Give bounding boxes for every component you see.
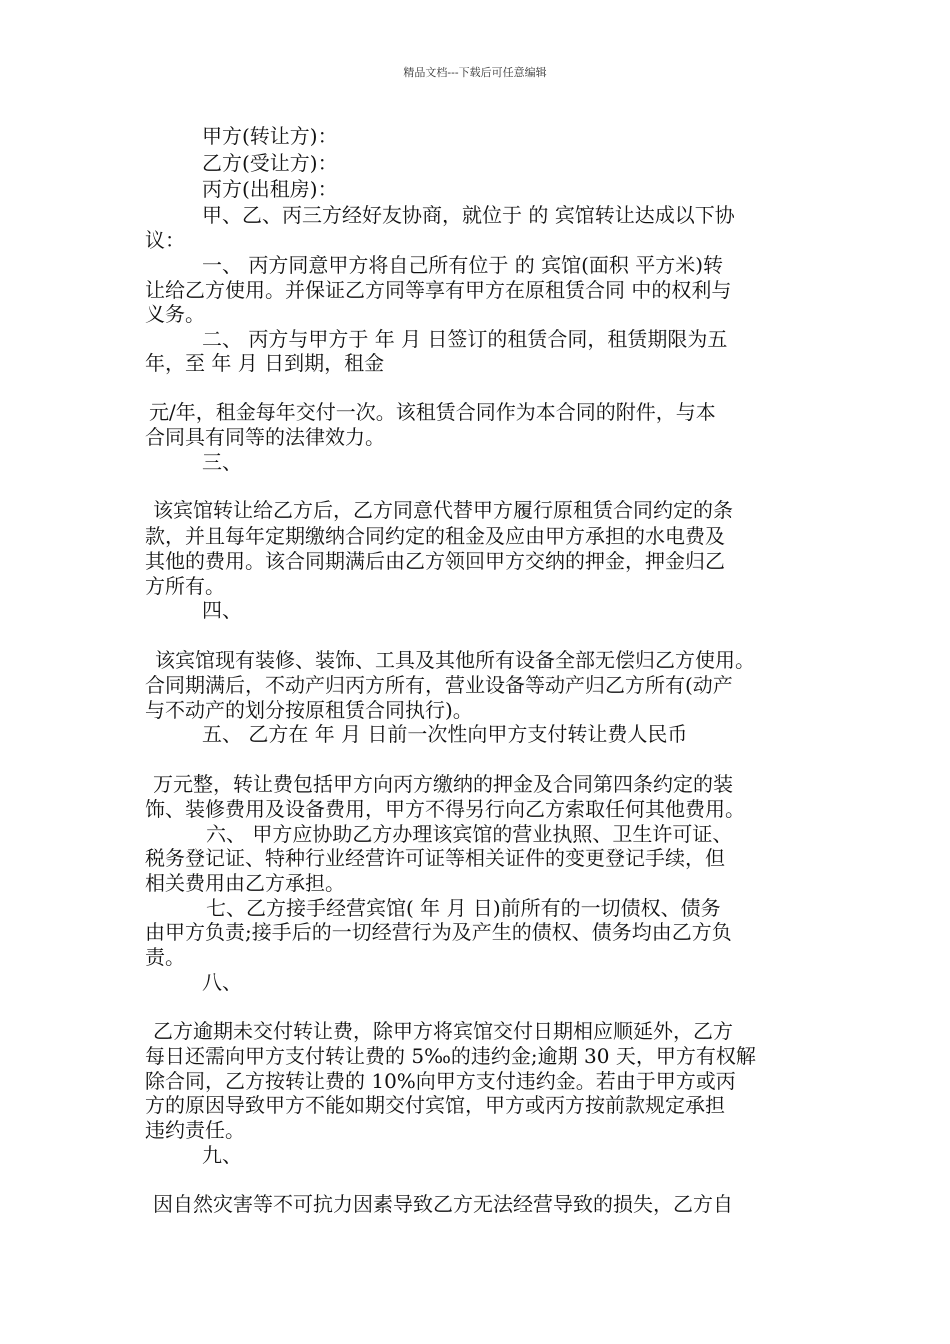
clause-4-line-2: 合同期满后，不动产归丙方所有，营业设备等动产归乙方所有(动产 [145,673,733,697]
clause-3-line-3: 其他的费用。该合同期满后由乙方领回甲方交纳的押金，押金归乙 [145,549,725,573]
party-c-line: 丙方(出租房)： [202,177,338,201]
clause-2-line-3: 元/年，租金每年交付一次。该租赁合同作为本合同的附件，与本 [149,400,716,424]
clause-4-heading: 四、 [202,598,242,622]
clause-6-line-1: 六、 甲方应协助乙方办理该宾馆的营业执照、卫生许可证、 [206,822,733,846]
clause-2-line-1: 二、 丙方与甲方于 年 月 日签订的租赁合同，租赁期限为五 [202,327,728,351]
clause-5-line-3: 饰、装修费用及设备费用，甲方不得另行向乙方索取任何其他费用。 [145,797,745,821]
clause-7-line-1: 七、乙方接手经营宾馆( 年 月 日)前所有的一切债权、债务 [206,896,721,920]
intro-line-2: 议： [145,228,185,252]
clause-2-line-4: 合同具有同等的法律效力。 [145,425,385,449]
clause-1-line-1: 一、 丙方同意甲方将自己所有位于 的 宾馆(面积 平方米)转 [202,253,724,277]
party-b-line: 乙方(受让方)： [202,151,338,175]
clause-4-line-1: 该宾馆现有装修、装饰、工具及其他所有设备全部无偿归乙方使用。 [155,648,755,672]
clause-9-line-1: 因自然灾害等不可抗力因素导致乙方无法经营导致的损失，乙方自 [153,1192,733,1216]
clause-8-line-3: 除合同，乙方按转让费的 10%向甲方支付违约金。若由于甲方或丙 [145,1069,736,1093]
clause-7-line-2: 由甲方负责;接手后的一切经营行为及产生的债权、债务均由乙方负 [145,920,732,944]
clause-7-line-3: 责。 [145,945,185,969]
clause-8-heading: 八、 [202,970,242,994]
clause-5-line-1: 五、 乙方在 年 月 日前一次性向甲方支付转让费人民币 [202,722,688,746]
clause-8-line-2: 每日还需向甲方支付转让费的 5‰的违约金;逾期 30 天，甲方有权解 [145,1044,756,1068]
clause-4-line-3: 与不动产的划分按原租赁合同执行)。 [145,698,473,722]
intro-line-1: 甲、乙、丙三方经好友协商，就位于 的 宾馆转让达成以下协 [202,203,735,227]
clause-8-line-5: 违约责任。 [145,1118,245,1142]
clause-6-line-3: 相关费用由乙方承担。 [145,871,345,895]
clause-2-line-2: 年，至 年 月 日到期，租金 [145,351,385,375]
clause-5-line-2: 万元整，转让费包括甲方向丙方缴纳的押金及合同第四条约定的装 [153,772,733,796]
clause-3-line-2: 款，并且每年定期缴纳合同约定的租金及应由甲方承担的水电费及 [145,524,725,548]
clause-6-line-2: 税务登记证、特种行业经营许可证等相关证件的变更登记手续，但 [145,846,725,870]
clause-1-line-2: 让给乙方使用。并保证乙方同等享有甲方在原租赁合同 中的权利与 [145,278,732,302]
clause-8-line-1: 乙方逾期未交付转让费，除甲方将宾馆交付日期相应顺延外，乙方 [153,1019,733,1043]
clause-3-heading: 三、 [202,450,242,474]
clause-1-line-3: 义务。 [145,302,205,326]
page-header: 精品文档---下载后可任意编辑 [403,66,547,79]
party-a-line: 甲方(转让方)： [202,124,338,148]
clause-9-heading: 九、 [202,1143,242,1167]
clause-3-line-1: 该宾馆转让给乙方后，乙方同意代替甲方履行原租赁合同约定的条 [153,498,733,522]
clause-8-line-4: 方的原因导致甲方不能如期交付宾馆，甲方或丙方按前款规定承担 [145,1093,725,1117]
clause-3-line-4: 方所有。 [145,574,225,598]
